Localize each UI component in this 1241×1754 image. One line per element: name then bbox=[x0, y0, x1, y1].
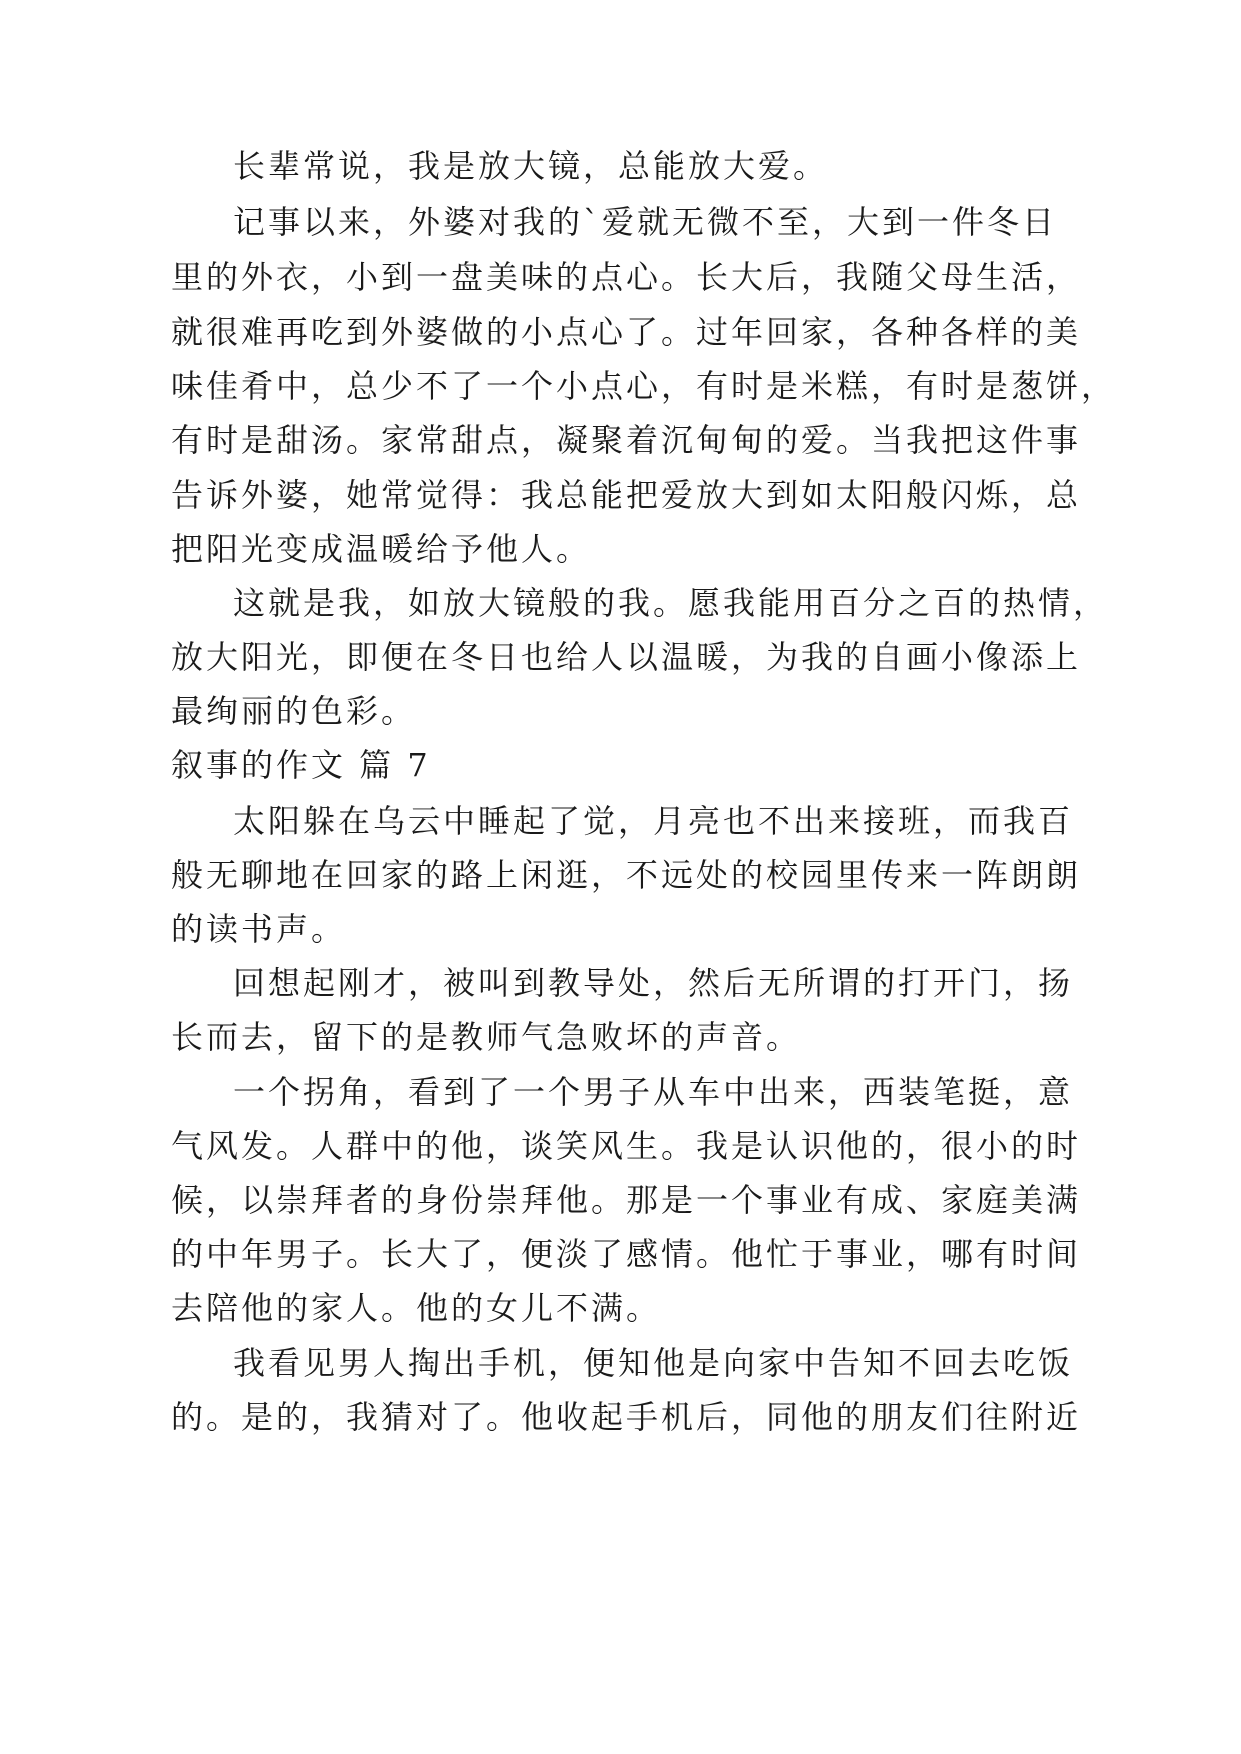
text-line: 的读书声。 bbox=[171, 910, 347, 948]
text-line: 里的外衣，小到一盘美味的点心。长大后，我随父母生活， bbox=[171, 258, 1082, 296]
text-line: 候，以崇拜者的身份崇拜他。那是一个事业有成、家庭美满 bbox=[171, 1181, 1082, 1219]
text-line: 的。是的，我猜对了。他收起手机后，同他的朋友们往附近 bbox=[171, 1398, 1082, 1436]
text-line: 告诉外婆，她常觉得：我总能把爱放大到如太阳般闪烁，总 bbox=[171, 476, 1082, 514]
text-line: 这就是我，如放大镜般的我。愿我能用百分之百的热情， bbox=[233, 584, 1109, 622]
text-line: 最绚丽的色彩。 bbox=[171, 692, 417, 730]
text-line: 般无聊地在回家的路上闲逛，不远处的校园里传来一阵朗朗 bbox=[171, 856, 1082, 894]
text-line: 有时是甜汤。家常甜点，凝聚着沉甸甸的爱。当我把这件事 bbox=[171, 421, 1082, 459]
text-line: 气风发。人群中的他，谈笑风生。我是认识他的，很小的时 bbox=[171, 1127, 1082, 1165]
text-line: 的中年男子。长大了，便淡了感情。他忙于事业，哪有时间 bbox=[171, 1235, 1082, 1273]
text-line: 太阳躲在乌云中睡起了觉，月亮也不出来接班，而我百 bbox=[233, 802, 1074, 840]
text-line: 回想起刚才，被叫到教导处，然后无所谓的打开门，扬 bbox=[233, 964, 1074, 1002]
text-line: 长辈常说，我是放大镜，总能放大爱。 bbox=[233, 147, 829, 185]
text-line: 去陪他的家人。他的女儿不满。 bbox=[171, 1289, 662, 1327]
text-line: 记事以来，外婆对我的`爱就无微不至，大到一件冬日 bbox=[233, 203, 1058, 241]
text-line: 把阳光变成温暖给予他人。 bbox=[171, 530, 592, 568]
section-heading: 叙事的作文 篇 7 bbox=[171, 746, 431, 784]
text-line: 放大阳光，即便在冬日也给人以温暖，为我的自画小像添上 bbox=[171, 638, 1082, 676]
text-line: 我看见男人掏出手机，便知他是向家中告知不回去吃饭 bbox=[233, 1344, 1074, 1382]
text-line: 味佳肴中，总少不了一个小点心，有时是米糕，有时是葱饼， bbox=[171, 367, 1117, 405]
text-line: 一个拐角，看到了一个男子从车中出来，西装笔挺，意 bbox=[233, 1073, 1074, 1111]
text-line: 长而去，留下的是教师气急败坏的声音。 bbox=[171, 1018, 802, 1056]
text-line: 就很难再吃到外婆做的小点心了。过年回家，各种各样的美 bbox=[171, 313, 1082, 351]
